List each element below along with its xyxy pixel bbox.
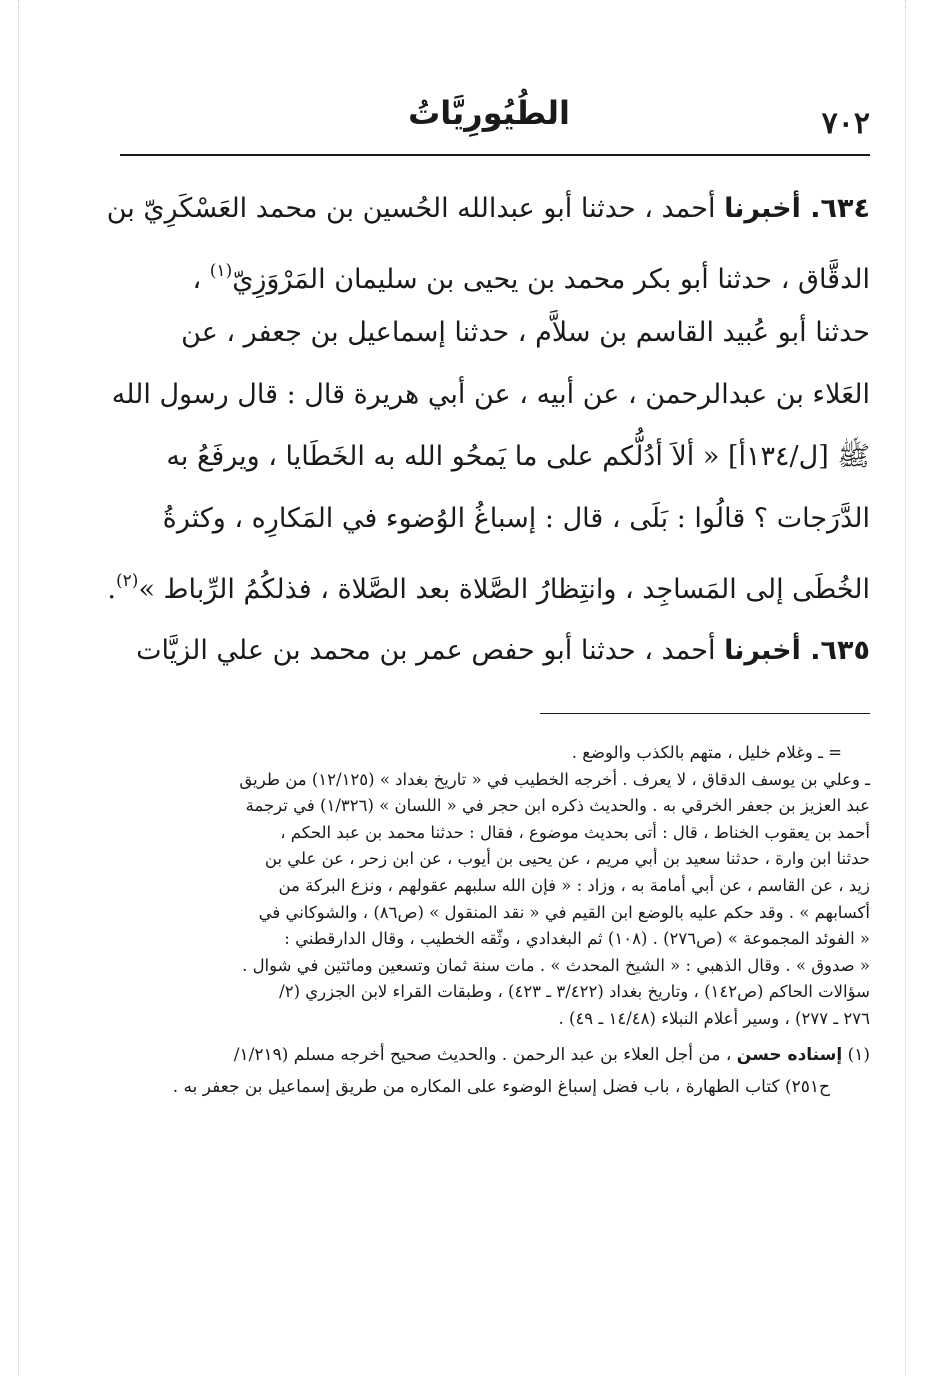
main-text xyxy=(106,178,870,682)
footnote-1-continuation: ح٢٥١) كتاب الطهارة ، باب فضل إسباغ الوضوء على المكاره من طريق إسماعيل بن جعفر به . xyxy=(172,1076,830,1097)
main-line-text: أحمد ، حدثنا أبو حفص عمر بن محمد بن علي الزيَّات xyxy=(136,635,725,666)
footnotes xyxy=(124,740,870,1103)
footnote-line: زيد ، عن القاسم ، عن أبي أمامة به ، وزاد : « فإن الله سلبهم عقولهم ، ونزع البركة من xyxy=(278,875,870,895)
footnote-1 xyxy=(124,1039,870,1071)
main-line-8 xyxy=(128,620,870,682)
book-title: الطُيُورِيَّاتُ xyxy=(408,94,570,132)
main-line-4 xyxy=(111,364,870,426)
footnote-1-text: ، من أجل العلاء بن عبد الرحمن . والحديث صحيح أخرجه مسلم (١/٢١٩/ xyxy=(233,1044,737,1065)
main-line-text: أحمد ، حدثنا أبو عبدالله الحُسين بن محمد العَسْكَرِيّ بن xyxy=(106,193,725,224)
page-number: ٧٠٢ xyxy=(821,106,870,141)
footnote-line: عبد العزيز بن جعفر الخرقي به . والحديث ذكره ابن حجر في « اللسان » (١/٣٢٦) في ترجمة xyxy=(245,796,870,816)
main-line-text: ﷺ [ل/١٣٤أ] « ألاَ أدُلُّكم على ما يَمحُو الله به الخَطَايا ، ويرفَعُ به xyxy=(166,441,870,472)
footnote-line: أحمد بن يعقوب الخناط ، قال : أتى بحديث موضوع ، فقال : حدثنا محمد بن عبد الحكم ، xyxy=(280,822,870,842)
main-line-3 xyxy=(128,302,870,364)
footnote-line: « الفوئد المجموعة » (ص٢٧٦) . (١٠٨) ثم البغدادي ، وثّقه الخطيب ، وقال الدارقطني : xyxy=(284,929,870,949)
footnote-line: ٢٧٦ ـ ٢٧٧) ، وسير أعلام النبلاء (١٤/٤٨ ـ ٤٩) . xyxy=(558,1008,870,1028)
footnote-line: = ـ وغلام خليل ، متهم بالكذب والوضع . xyxy=(571,743,842,762)
header-rule xyxy=(120,154,870,156)
main-line-6 xyxy=(128,488,870,550)
hadith-number-634: ٦٣٤. أخبرنا xyxy=(724,193,870,224)
main-line-5 xyxy=(128,426,870,488)
main-line-7 xyxy=(107,550,870,612)
footnote-line: أكسابهم » . وقد حكم عليه بالوضع ابن القيم في « نقد المنقول » (ص٨٦) ، والشوكاني في xyxy=(258,902,870,922)
footnote-line: ـ وعلي بن يوسف الدقاق ، لا يعرف . أخرجه الخطيب في « تاريخ بغداد » (١٢/١٢٥) من طريق xyxy=(239,769,870,789)
hadith-number-635: ٦٣٥. أخبرنا xyxy=(724,635,870,666)
footnote-1-verdict: إسناده حسن xyxy=(736,1044,843,1065)
footnote-line: « صدوق » . وقال الذهبي : « الشيخ المحدث » . مات سنة ثمان وتسعين ومائتين في شوال . xyxy=(242,955,870,975)
footnote-line: سؤالات الحاكم (ص١٤٢) ، وتاريخ بغداد (٣/٤٢٢ ـ ٤٢٣) ، وطبقات القراء لابن الجزري (٢/ xyxy=(279,982,870,1002)
footnote-ref-2[interactable]: (٢) xyxy=(116,571,139,591)
main-line-text-after: . xyxy=(107,574,117,605)
main-line-text: الخُطَى إلى المَساجِد ، وانتِظارُ الصَّلاة بعد الصَّلاة ، فذلكُمُ الرِّباط » xyxy=(138,574,870,605)
footnote-ref-1[interactable]: (١) xyxy=(209,261,233,281)
main-line-text: حدثنا أبو عُبيد القاسم بن سلاَّم ، حدثنا إسماعيل بن جعفر ، عن xyxy=(181,317,870,348)
main-line-2 xyxy=(128,240,870,302)
scan-margin-dots-left xyxy=(18,0,19,1376)
main-line-text: الدَّرَجات ؟ قالُوا : بَلَى ، قال : إسباغُ الوُضوء في المَكارِه ، وكثرةُ xyxy=(162,503,870,534)
main-line-text-after: ، xyxy=(192,264,210,295)
footnote-rule xyxy=(540,713,870,714)
scan-margin-dots-right xyxy=(905,0,906,1376)
main-line-text: الدقَّاق ، حدثنا أبو بكر محمد بن يحيى بن سليمان المَرْوَزِيّ xyxy=(232,264,870,295)
main-line-1 xyxy=(106,178,870,240)
page-header xyxy=(120,88,870,150)
main-line-text: العَلاء بن عبدالرحمن ، عن أبيه ، عن أبي هريرة قال : قال رسول الله xyxy=(111,379,870,410)
footnote-1-marker: (١) xyxy=(847,1044,870,1065)
footnote-line: حدثنا ابن وارة ، حدثنا سعيد بن أبي مريم ، عن يحيى بن أيوب ، عن ابن زحر ، عن علي بن xyxy=(264,849,870,869)
